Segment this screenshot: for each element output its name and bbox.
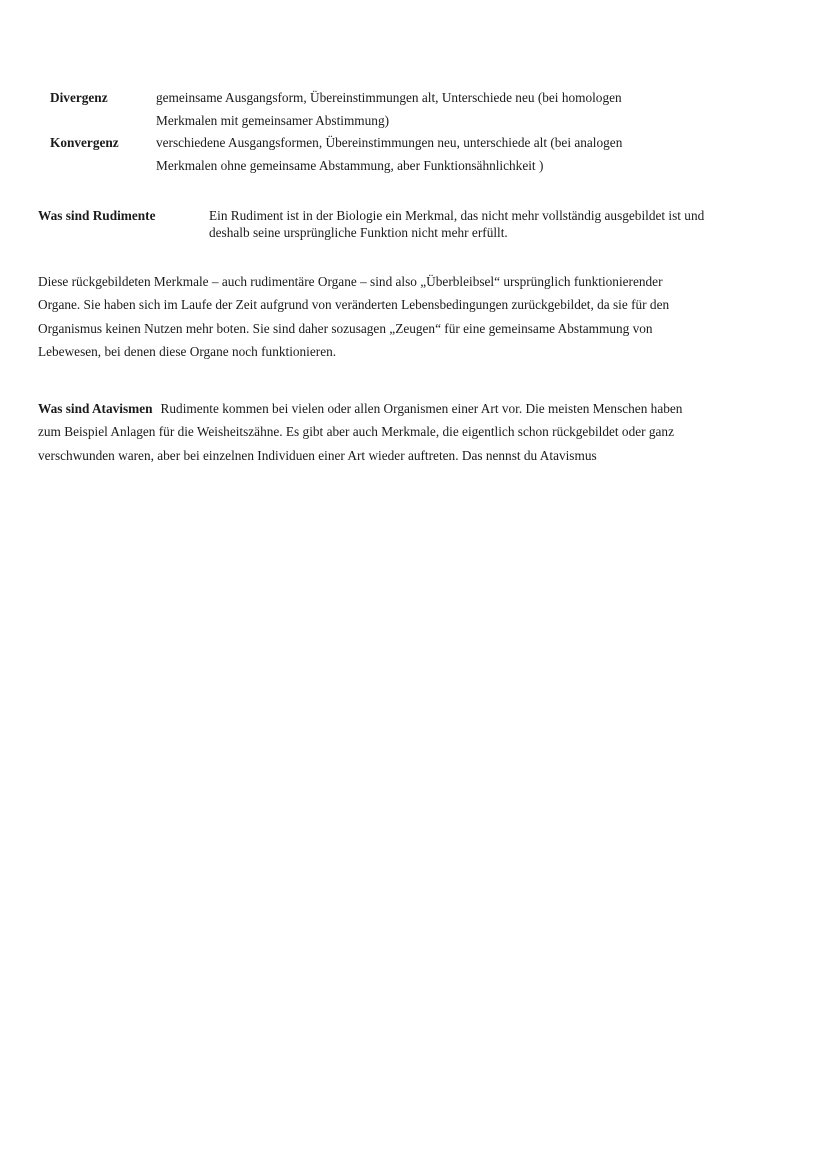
paragraph-line: Organe. Sie haben sich im Laufe der Zeit aufgrund von veränderten Lebensbedingungen zurückgebildet, da sie für den xyxy=(38,297,670,313)
paragraph-line: Organismus keinen Nutzen mehr boten. Sie sind daher sozusagen „Zeugen“ für eine gemeinsame Abstammung von xyxy=(38,320,653,336)
atavismen-text-line: verschwunden waren, aber bei einzelnen Individuen einer Art wieder auftreten. Das nennst du Atavismus xyxy=(38,447,597,463)
atavismen-first-line xyxy=(38,397,768,420)
rudimente-text xyxy=(209,207,769,241)
atavismen-section xyxy=(38,397,768,467)
rudimente-text-line: deshalb seine ursprüngliche Funktion nicht mehr erfüllt. xyxy=(209,225,508,240)
definition-text-line: Merkmalen mit gemeinsamer Abstimmung) xyxy=(156,113,390,128)
paragraph-line: Lebewesen, bei denen diese Organe noch funktionieren. xyxy=(38,343,337,359)
definition-divergenz xyxy=(50,86,750,132)
definition-text-line: gemeinsame Ausgangsform, Übereinstimmungen alt, Unterschiede neu (bei homologen xyxy=(156,90,622,105)
atavismen-heading: Was sind Atavismen xyxy=(38,401,153,416)
definition-text-line: verschiedene Ausgangsformen, Übereinstimmungen neu, unterschiede alt (bei analogen xyxy=(156,135,623,150)
rudimente-heading: Was sind Rudimente xyxy=(38,208,156,223)
definition-text xyxy=(156,86,716,132)
atavismen-text-line: Rudimente kommen bei vielen oder allen Organismen einer Art vor. Die meisten Menschen haben xyxy=(160,401,683,416)
definition-konvergenz xyxy=(50,131,750,177)
atavismen-text-line: zum Beispiel Anlagen für die Weisheitszähne. Es gibt aber auch Merkmale, die eigentlich schon rückgebildet oder ganz xyxy=(38,424,674,440)
definition-text xyxy=(156,131,716,177)
definition-text-line: Merkmalen ohne gemeinsame Abstammung, aber Funktionsähnlichkeit ) xyxy=(156,158,544,173)
definition-term: Konvergenz xyxy=(50,135,119,150)
rudimente-text-line: Ein Rudiment ist in der Biologie ein Merkmal, das nicht mehr vollständig ausgebildet ist und xyxy=(209,208,705,223)
rudimente-paragraph xyxy=(38,270,758,363)
definition-term: Divergenz xyxy=(50,90,108,105)
paragraph-line: Diese rückgebildeten Merkmale – auch rudimentäre Organe – sind also „Überbleibsel“ ursprünglich funktionierender xyxy=(38,274,663,289)
